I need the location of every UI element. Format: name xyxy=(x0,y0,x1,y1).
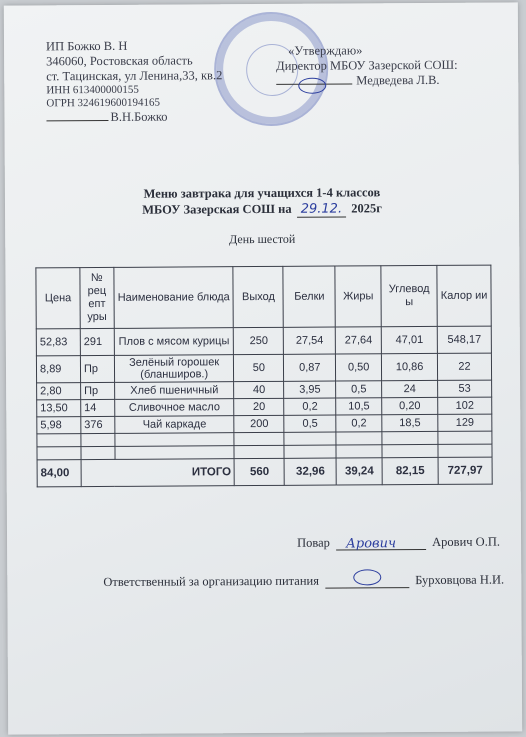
total-price: 84,00 xyxy=(37,460,81,487)
cell-fat: 27,64 xyxy=(335,327,381,354)
menu-date-handwritten: 29.12. xyxy=(297,201,346,217)
cell-dish: Зелёный горошек (бланширов.) xyxy=(114,355,234,383)
cell-output: 20 xyxy=(234,398,284,415)
cell-carbs: 18,5 xyxy=(382,414,438,431)
total-row xyxy=(37,457,492,487)
responsible-name: Бурховцова Н.И. xyxy=(415,572,505,588)
cell-kcal: 102 xyxy=(438,397,492,414)
cook-name: Арович О.П. xyxy=(432,534,501,549)
cell-recipe: Пр xyxy=(81,382,115,399)
director-signature xyxy=(298,78,326,94)
cook-signature-line xyxy=(297,535,500,551)
col-price: Цена xyxy=(36,268,80,329)
col-dish: Наименование блюда xyxy=(114,267,234,329)
cell-protein: 0,2 xyxy=(284,398,336,415)
day-label: День шестой xyxy=(229,231,296,247)
cell-recipe: 14 xyxy=(81,399,115,416)
cell-output: 250 xyxy=(234,327,284,354)
total-output: 560 xyxy=(235,458,285,485)
total-fat: 39,24 xyxy=(336,458,382,485)
cell-recipe: 376 xyxy=(81,416,115,433)
responsible-signature xyxy=(353,569,381,585)
director-position: Директор МБОУ Зазерской СОШ: xyxy=(276,57,458,73)
col-fat: Жиры xyxy=(335,266,381,327)
cell-price: 8,89 xyxy=(36,356,80,383)
col-protein: Белки xyxy=(283,266,335,327)
total-label: ИТОГО xyxy=(81,459,235,487)
cell-recipe: Пр xyxy=(80,355,114,382)
cell-output: 200 xyxy=(234,415,284,432)
cell-price: 52,83 xyxy=(36,329,80,356)
supplier-address-1: 346060, Ростовская область xyxy=(46,53,193,69)
cell-carbs: 0,20 xyxy=(382,397,438,414)
supplier-signature-line xyxy=(46,109,222,125)
responsible-label: Ответственный за организацию питания xyxy=(103,573,319,589)
supplier-inn: ИНН 613400000155 xyxy=(46,83,139,97)
menu-subtitle xyxy=(5,200,519,219)
supplier-address-2: ст. Тацинская, ул Ленина,33, кв.2 xyxy=(46,68,223,84)
cell-price: 13,50 xyxy=(37,400,81,417)
cell-dish: Сливочное масло xyxy=(115,399,235,417)
table-header-row xyxy=(36,265,491,329)
cell-dish: Чай каркаде xyxy=(115,416,235,434)
col-output: Выход xyxy=(233,266,283,327)
cell-kcal: 548,17 xyxy=(437,326,491,353)
cell-output: 50 xyxy=(234,354,284,381)
supplier-name: ИП Божко В. Н xyxy=(45,38,128,54)
total-kcal: 727,97 xyxy=(438,457,492,484)
approval-label: «Утверждаю» xyxy=(288,43,363,58)
cell-protein: 3,95 xyxy=(284,381,336,398)
responsible-signature-line xyxy=(103,573,504,590)
cell-carbs: 24 xyxy=(382,380,438,397)
cell-output: 40 xyxy=(234,381,284,398)
cell-protein: 0,87 xyxy=(284,354,336,381)
cell-recipe: 291 xyxy=(80,328,114,355)
cell-protein: 0,5 xyxy=(284,415,336,432)
cell-fat: 0,5 xyxy=(336,381,382,398)
cell-dish: Хлеб пшеничный xyxy=(114,382,234,400)
cell-price: 2,80 xyxy=(37,383,81,400)
cell-kcal: 53 xyxy=(438,380,492,397)
document-sheet xyxy=(4,2,522,734)
supplier-ogrn: ОГРН 324619600194165 xyxy=(46,96,161,110)
cell-protein: 27,54 xyxy=(284,327,336,354)
director-name: Медведева Л.В. xyxy=(356,72,440,88)
col-kcal: Калор ии xyxy=(437,265,491,326)
menu-table xyxy=(35,265,492,488)
cell-carbs: 10,86 xyxy=(382,353,438,380)
cell-dish: Плов с мясом курицы xyxy=(114,328,234,356)
director-signature-line xyxy=(276,73,457,89)
table-row xyxy=(36,353,491,383)
subtitle-school: МБОУ Зазерская СОШ на xyxy=(142,201,292,217)
cell-fat: 0,2 xyxy=(336,415,382,432)
cell-fat: 0,50 xyxy=(336,354,382,381)
cell-fat: 10,5 xyxy=(336,398,382,415)
cook-signature: Арович xyxy=(345,536,397,552)
col-carbs: Углевод ы xyxy=(381,265,437,326)
cell-carbs: 47,01 xyxy=(381,326,437,353)
col-recipe: № рец епт уры xyxy=(80,267,114,328)
supplier-block xyxy=(46,38,223,125)
cell-kcal: 22 xyxy=(437,353,491,380)
cell-price: 5,98 xyxy=(37,417,81,434)
menu-title: Меню завтрака для учащихся 1-4 классов xyxy=(143,185,381,201)
cook-label: Повар xyxy=(297,535,330,550)
subtitle-year: 2025г xyxy=(351,201,382,216)
approval-block xyxy=(276,43,458,89)
total-carbs: 82,15 xyxy=(382,457,438,484)
supplier-signer: В.Н.Божко xyxy=(110,109,168,124)
table-row xyxy=(36,326,491,356)
cell-kcal: 129 xyxy=(438,414,492,431)
total-protein: 32,96 xyxy=(284,458,336,485)
